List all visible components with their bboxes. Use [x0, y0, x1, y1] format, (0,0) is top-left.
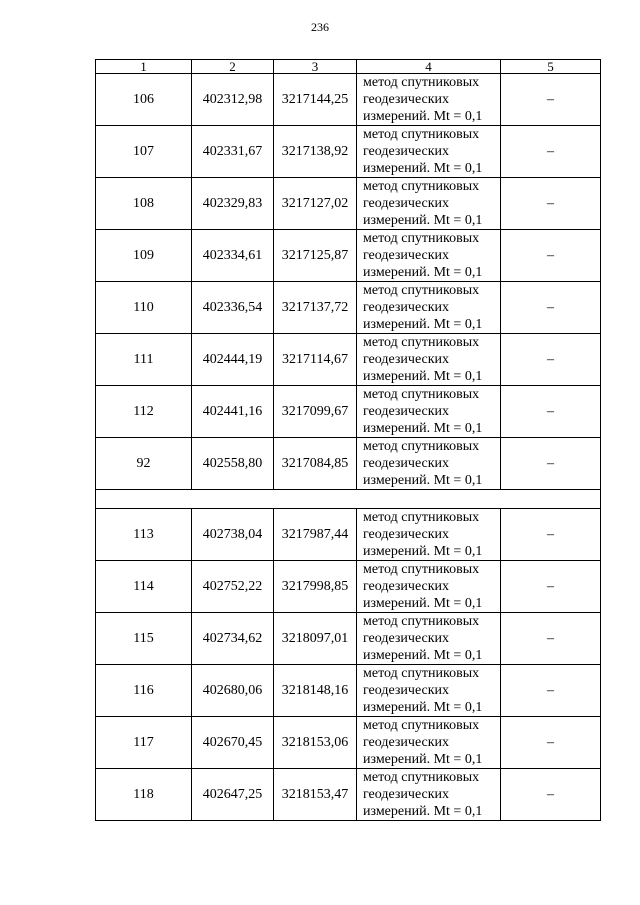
table-row	[96, 769, 601, 821]
header-col-3: 3	[274, 60, 357, 74]
y-coordinate-cell: 3218153,47	[274, 769, 357, 821]
y-coordinate-cell: 3218148,16	[274, 665, 357, 717]
y-coordinate-cell: 3217144,25	[274, 74, 357, 126]
point-number-cell: 116	[96, 665, 192, 717]
x-coordinate-cell: 402331,67	[192, 126, 274, 178]
method-text-line: метод спутниковых	[363, 718, 480, 733]
method-text-line: метод спутниковых	[363, 770, 480, 785]
point-number-cell: 107	[96, 126, 192, 178]
x-coordinate-cell: 402738,04	[192, 509, 274, 561]
table-row	[96, 74, 601, 126]
note-cell: –	[501, 613, 601, 665]
method-text-line: измерений. Mt = 0,1	[363, 544, 483, 559]
table-row	[96, 334, 601, 386]
method-cell	[357, 561, 501, 613]
method-text-line: геодезических	[363, 352, 450, 367]
method-text-line: геодезических	[363, 683, 450, 698]
point-number-cell: 109	[96, 230, 192, 282]
method-text-line: метод спутниковых	[363, 439, 480, 454]
method-text-line: метод спутниковых	[363, 666, 480, 681]
x-coordinate-cell: 402680,06	[192, 665, 274, 717]
table-row	[96, 438, 601, 490]
point-number-cell: 117	[96, 717, 192, 769]
point-number-cell: 108	[96, 178, 192, 230]
method-text-line: измерений. Mt = 0,1	[363, 213, 483, 228]
point-number-cell: 118	[96, 769, 192, 821]
method-text-line: метод спутниковых	[363, 562, 480, 577]
table-row	[96, 613, 601, 665]
method-text-line: измерений. Mt = 0,1	[363, 596, 483, 611]
y-coordinate-cell: 3217125,87	[274, 230, 357, 282]
method-text-line: метод спутниковых	[363, 127, 480, 142]
note-cell: –	[501, 561, 601, 613]
method-cell	[357, 334, 501, 386]
method-text-line: измерений. Mt = 0,1	[363, 265, 483, 280]
table-header-row	[96, 60, 601, 74]
point-number-cell: 114	[96, 561, 192, 613]
method-cell	[357, 178, 501, 230]
header-col-5: 5	[501, 60, 601, 74]
note-cell: –	[501, 386, 601, 438]
x-coordinate-cell: 402558,80	[192, 438, 274, 490]
point-number-cell: 113	[96, 509, 192, 561]
method-text-line: метод спутниковых	[363, 510, 480, 525]
x-coordinate-cell: 402444,19	[192, 334, 274, 386]
method-text-line: геодезических	[363, 787, 450, 802]
point-number-cell: 106	[96, 74, 192, 126]
method-text-line: измерений. Mt = 0,1	[363, 752, 483, 767]
note-cell: –	[501, 438, 601, 490]
x-coordinate-cell: 402752,22	[192, 561, 274, 613]
x-coordinate-cell: 402647,25	[192, 769, 274, 821]
note-cell: –	[501, 334, 601, 386]
header-col-2: 2	[192, 60, 274, 74]
separator-row	[96, 490, 601, 509]
y-coordinate-cell: 3217127,02	[274, 178, 357, 230]
note-cell: –	[501, 509, 601, 561]
method-text-line: метод спутниковых	[363, 231, 480, 246]
method-text-line: геодезических	[363, 404, 450, 419]
note-cell: –	[501, 178, 601, 230]
method-cell	[357, 282, 501, 334]
method-text-line: геодезических	[363, 456, 450, 471]
method-text-line: измерений. Mt = 0,1	[363, 161, 483, 176]
method-cell	[357, 230, 501, 282]
method-text-line: геодезических	[363, 248, 450, 263]
separator-cell	[96, 490, 601, 509]
x-coordinate-cell: 402441,16	[192, 386, 274, 438]
method-cell	[357, 717, 501, 769]
x-coordinate-cell: 402334,61	[192, 230, 274, 282]
method-text-line: метод спутниковых	[363, 75, 480, 90]
table-row	[96, 386, 601, 438]
method-text-line: геодезических	[363, 300, 450, 315]
header-col-4: 4	[357, 60, 501, 74]
method-text-line: геодезических	[363, 579, 450, 594]
method-text-line: метод спутниковых	[363, 283, 480, 298]
method-text-line: метод спутниковых	[363, 335, 480, 350]
x-coordinate-cell: 402336,54	[192, 282, 274, 334]
method-cell	[357, 613, 501, 665]
y-coordinate-cell: 3217987,44	[274, 509, 357, 561]
method-cell	[357, 665, 501, 717]
table-row	[96, 230, 601, 282]
y-coordinate-cell: 3218097,01	[274, 613, 357, 665]
method-cell	[357, 509, 501, 561]
method-text-line: геодезических	[363, 144, 450, 159]
table-row	[96, 126, 601, 178]
method-cell	[357, 769, 501, 821]
y-coordinate-cell: 3218153,06	[274, 717, 357, 769]
method-cell	[357, 74, 501, 126]
note-cell: –	[501, 230, 601, 282]
method-text-line: измерений. Mt = 0,1	[363, 700, 483, 715]
y-coordinate-cell: 3217084,85	[274, 438, 357, 490]
method-text-line: измерений. Mt = 0,1	[363, 648, 483, 663]
method-text-line: метод спутниковых	[363, 387, 480, 402]
method-text-line: измерений. Mt = 0,1	[363, 369, 483, 384]
note-cell: –	[501, 665, 601, 717]
table-body	[96, 60, 601, 821]
note-cell: –	[501, 717, 601, 769]
table-row	[96, 665, 601, 717]
y-coordinate-cell: 3217998,85	[274, 561, 357, 613]
note-cell: –	[501, 74, 601, 126]
table-row	[96, 561, 601, 613]
method-cell	[357, 438, 501, 490]
point-number-cell: 112	[96, 386, 192, 438]
x-coordinate-cell: 402734,62	[192, 613, 274, 665]
x-coordinate-cell: 402670,45	[192, 717, 274, 769]
header-col-1: 1	[96, 60, 192, 74]
method-text-line: геодезических	[363, 527, 450, 542]
coordinates-table	[95, 59, 601, 821]
table-row	[96, 509, 601, 561]
y-coordinate-cell: 3217138,92	[274, 126, 357, 178]
note-cell: –	[501, 769, 601, 821]
point-number-cell: 115	[96, 613, 192, 665]
page-number: 236	[311, 20, 329, 34]
y-coordinate-cell: 3217114,67	[274, 334, 357, 386]
method-text-line: геодезических	[363, 631, 450, 646]
method-text-line: измерений. Mt = 0,1	[363, 804, 483, 819]
method-text-line: геодезических	[363, 196, 450, 211]
x-coordinate-cell: 402312,98	[192, 74, 274, 126]
method-text-line: метод спутниковых	[363, 614, 480, 629]
point-number-cell: 111	[96, 334, 192, 386]
method-text-line: геодезических	[363, 92, 450, 107]
point-number-cell: 92	[96, 438, 192, 490]
point-number-cell: 110	[96, 282, 192, 334]
table-row	[96, 282, 601, 334]
method-text-line: метод спутниковых	[363, 179, 480, 194]
x-coordinate-cell: 402329,83	[192, 178, 274, 230]
method-cell	[357, 386, 501, 438]
method-cell	[357, 126, 501, 178]
table-row	[96, 178, 601, 230]
y-coordinate-cell: 3217137,72	[274, 282, 357, 334]
method-text-line: геодезических	[363, 735, 450, 750]
note-cell: –	[501, 126, 601, 178]
method-text-line: измерений. Mt = 0,1	[363, 473, 483, 488]
method-text-line: измерений. Mt = 0,1	[363, 109, 483, 124]
method-text-line: измерений. Mt = 0,1	[363, 317, 483, 332]
y-coordinate-cell: 3217099,67	[274, 386, 357, 438]
table-row	[96, 717, 601, 769]
method-text-line: измерений. Mt = 0,1	[363, 421, 483, 436]
note-cell: –	[501, 282, 601, 334]
